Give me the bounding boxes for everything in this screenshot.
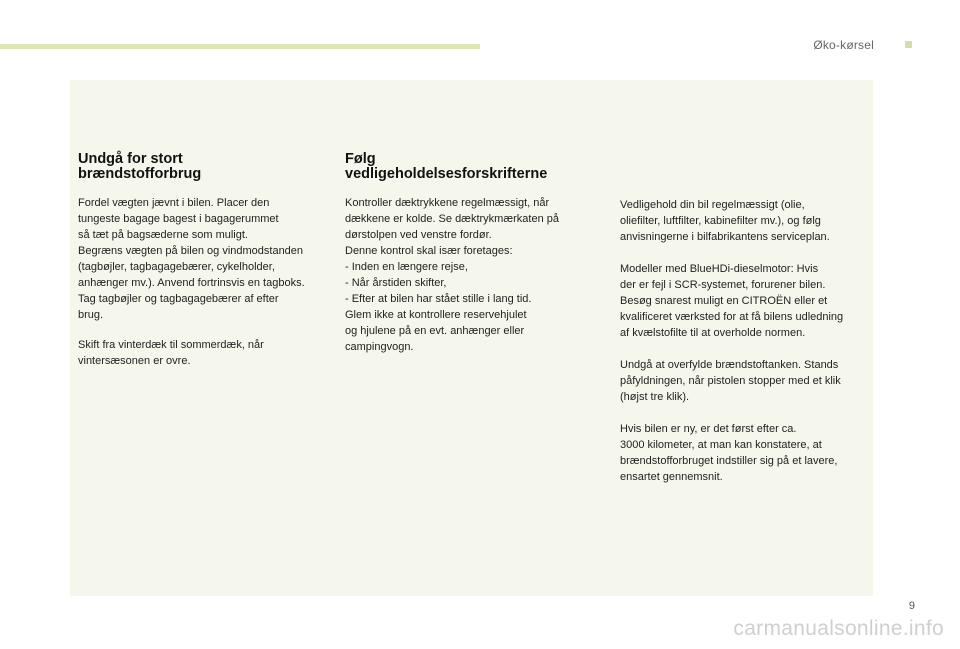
paragraph: Modeller med BlueHDi-dieselmotor: Hvis der er fejl i SCR-systemet, forurener bilen. Besøg snarest muligt en CITROËN eller et kvalificeret værksted for at få bilens udledning af kvælstofilte til at overholde normen.: [620, 263, 844, 339]
column-fuel-consumption: [78, 152, 333, 383]
column-heading: Følg vedligeholdelsesforskrifterne: [345, 151, 548, 182]
paragraph: Vedligehold din bil regelmæssigt (olie, oliefilter, luftfilter, kabinefilter mv.), og følg anvisningerne i bilfabrikantens serviceplan.: [620, 199, 830, 243]
page-number: 9: [908, 600, 915, 612]
section-title: Øko-kørsel: [813, 38, 874, 52]
column-maintenance: [345, 152, 600, 369]
paragraph: Fordel vægten jævnt i bilen. Placer den tungeste bagage bagest i bagagerummet så tæt på bagsæderne som muligt. Begræns vægten på bilen og vindmodstanden (tagbøjler, tagbagagebærer, cykelholder, anhænger mv.). Anvend fortrinsvis en tagboks. Tag tagbøjler og tagbagagebærer af efter brug.: [78, 197, 305, 321]
paragraph: Undgå at overfylde brændstoftanken. Stands påfyldningen, når pistolen stopper med et klik (højst tre klik).: [620, 359, 841, 403]
watermark: carmanualsonline.info: [733, 617, 944, 640]
header-accent-bar: [0, 44, 480, 49]
paragraph: Hvis bilen er ny, er det først efter ca. 3000 kilometer, at man kan konstatere, at brændstofforbruget indstiller sig på et lavere, ensartet gennemsnit.: [620, 423, 838, 483]
column-maintenance-continued: [620, 197, 875, 501]
paragraph: Skift fra vinterdæk til sommerdæk, når vintersæsonen er ovre.: [78, 339, 264, 367]
section-marker: [905, 41, 912, 48]
paragraph: Kontroller dæktrykkene regelmæssigt, når dækkene er kolde. Se dæktrykmærkaten på dørstolpen ved venstre fordør. Denne kontrol skal især foretages: - Inden en længere rejse, - Når årstiden skifter, - Efter at bilen har stået stille i lang tid. Glem ikke at kontrollere reservehjulet og hjulene på en evt. anhænger eller campingvogn.: [345, 197, 559, 353]
column-heading: Undgå for stort brændstofforbrug: [78, 151, 202, 182]
